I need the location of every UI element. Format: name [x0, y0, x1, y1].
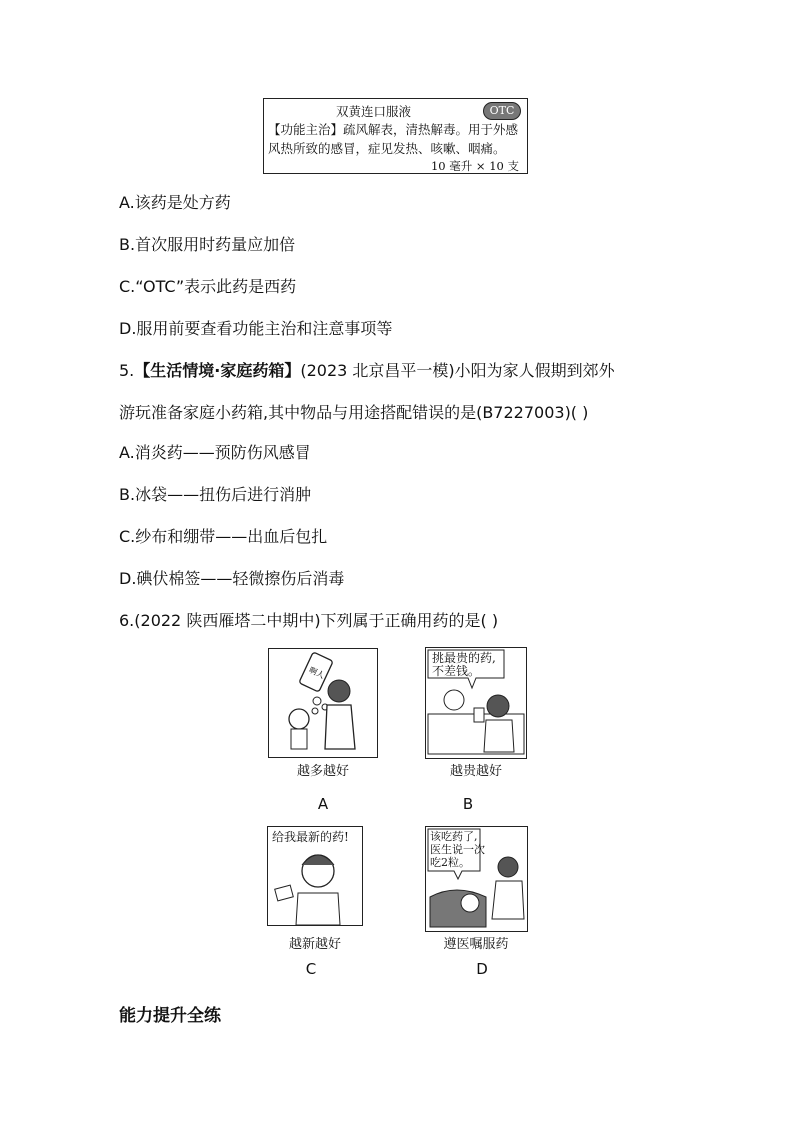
bubble-c-line1: 给我最新的药!: [272, 830, 349, 844]
otc-badge: OTC: [483, 102, 521, 120]
cartoon-c: [267, 826, 363, 926]
cartoon-b: [425, 647, 527, 759]
letter-c: C: [305, 960, 317, 978]
svg-text:啊人: 啊人: [307, 665, 326, 681]
q4-option-b: B.首次服用时药量应加倍: [119, 235, 296, 254]
drug-name: 双黄连口服液: [336, 104, 412, 119]
q4-option-d: D.服用前要查看功能主治和注意事项等: [119, 319, 393, 338]
letter-a: A: [317, 795, 329, 813]
drug-spec: 10 毫升 × 10 支: [430, 159, 519, 173]
bubble-d-line3: 吃2粒。: [430, 856, 470, 869]
letter-b: B: [462, 795, 474, 813]
caption-d: 遵医嘱服药: [443, 937, 509, 952]
caption-c: 越新越好: [288, 937, 341, 952]
caption-b: 越贵越好: [449, 764, 502, 779]
q4-option-a: A.该药是处方药: [119, 193, 231, 212]
q5-option-c: C.纱布和绷带——出血后包扎: [119, 527, 328, 546]
q6-stem: 6.(2022 陕西雁塔二中期中)下列属于正确用药的是( ): [119, 611, 499, 630]
q5-option-a: A.消炎药——预防伤风感冒: [119, 443, 311, 462]
q5-number: 5.: [119, 361, 135, 380]
q5-stem-line1: [119, 358, 615, 381]
bubble-b-line1: 挑最贵的药,: [432, 651, 496, 665]
caption-a: 越多越好: [296, 764, 349, 779]
q4-option-c: C.“OTC”表示此药是西药: [119, 277, 297, 296]
section-heading: 能力提升全练: [119, 1006, 221, 1026]
letter-d: D: [476, 960, 488, 978]
bubble-b-line2: 不差钱。: [432, 664, 481, 678]
q5-option-b: B.冰袋——扭伤后进行消肿: [119, 485, 312, 504]
q5-tag: 【生活情境·家庭药箱】: [134, 361, 301, 380]
drug-function-line1: 【功能主治】疏风解表，清热解毒。用于外感: [268, 122, 519, 137]
cartoon-d: [425, 826, 528, 932]
drug-label: [263, 98, 528, 174]
q5-stem-line2: 游玩准备家庭小药箱,其中物品与用途搭配错误的是(B7227003)( ): [119, 403, 589, 422]
drug-function-line2: 风热所致的感冒，症见发热、咳嗽、咽痛。: [268, 141, 506, 156]
bubble-d-line2: 医生说一次: [430, 843, 485, 856]
q5-stem-source: (2023 北京昌平一模)小阳为家人假期到郊外: [300, 361, 615, 380]
q5-option-d: D.碘伏棉签——轻微擦伤后消毒: [119, 569, 345, 588]
cartoon-a: [268, 648, 378, 758]
cartoon-a-drawing: [269, 649, 379, 759]
bubble-d-line1: 该吃药了,: [430, 830, 478, 843]
